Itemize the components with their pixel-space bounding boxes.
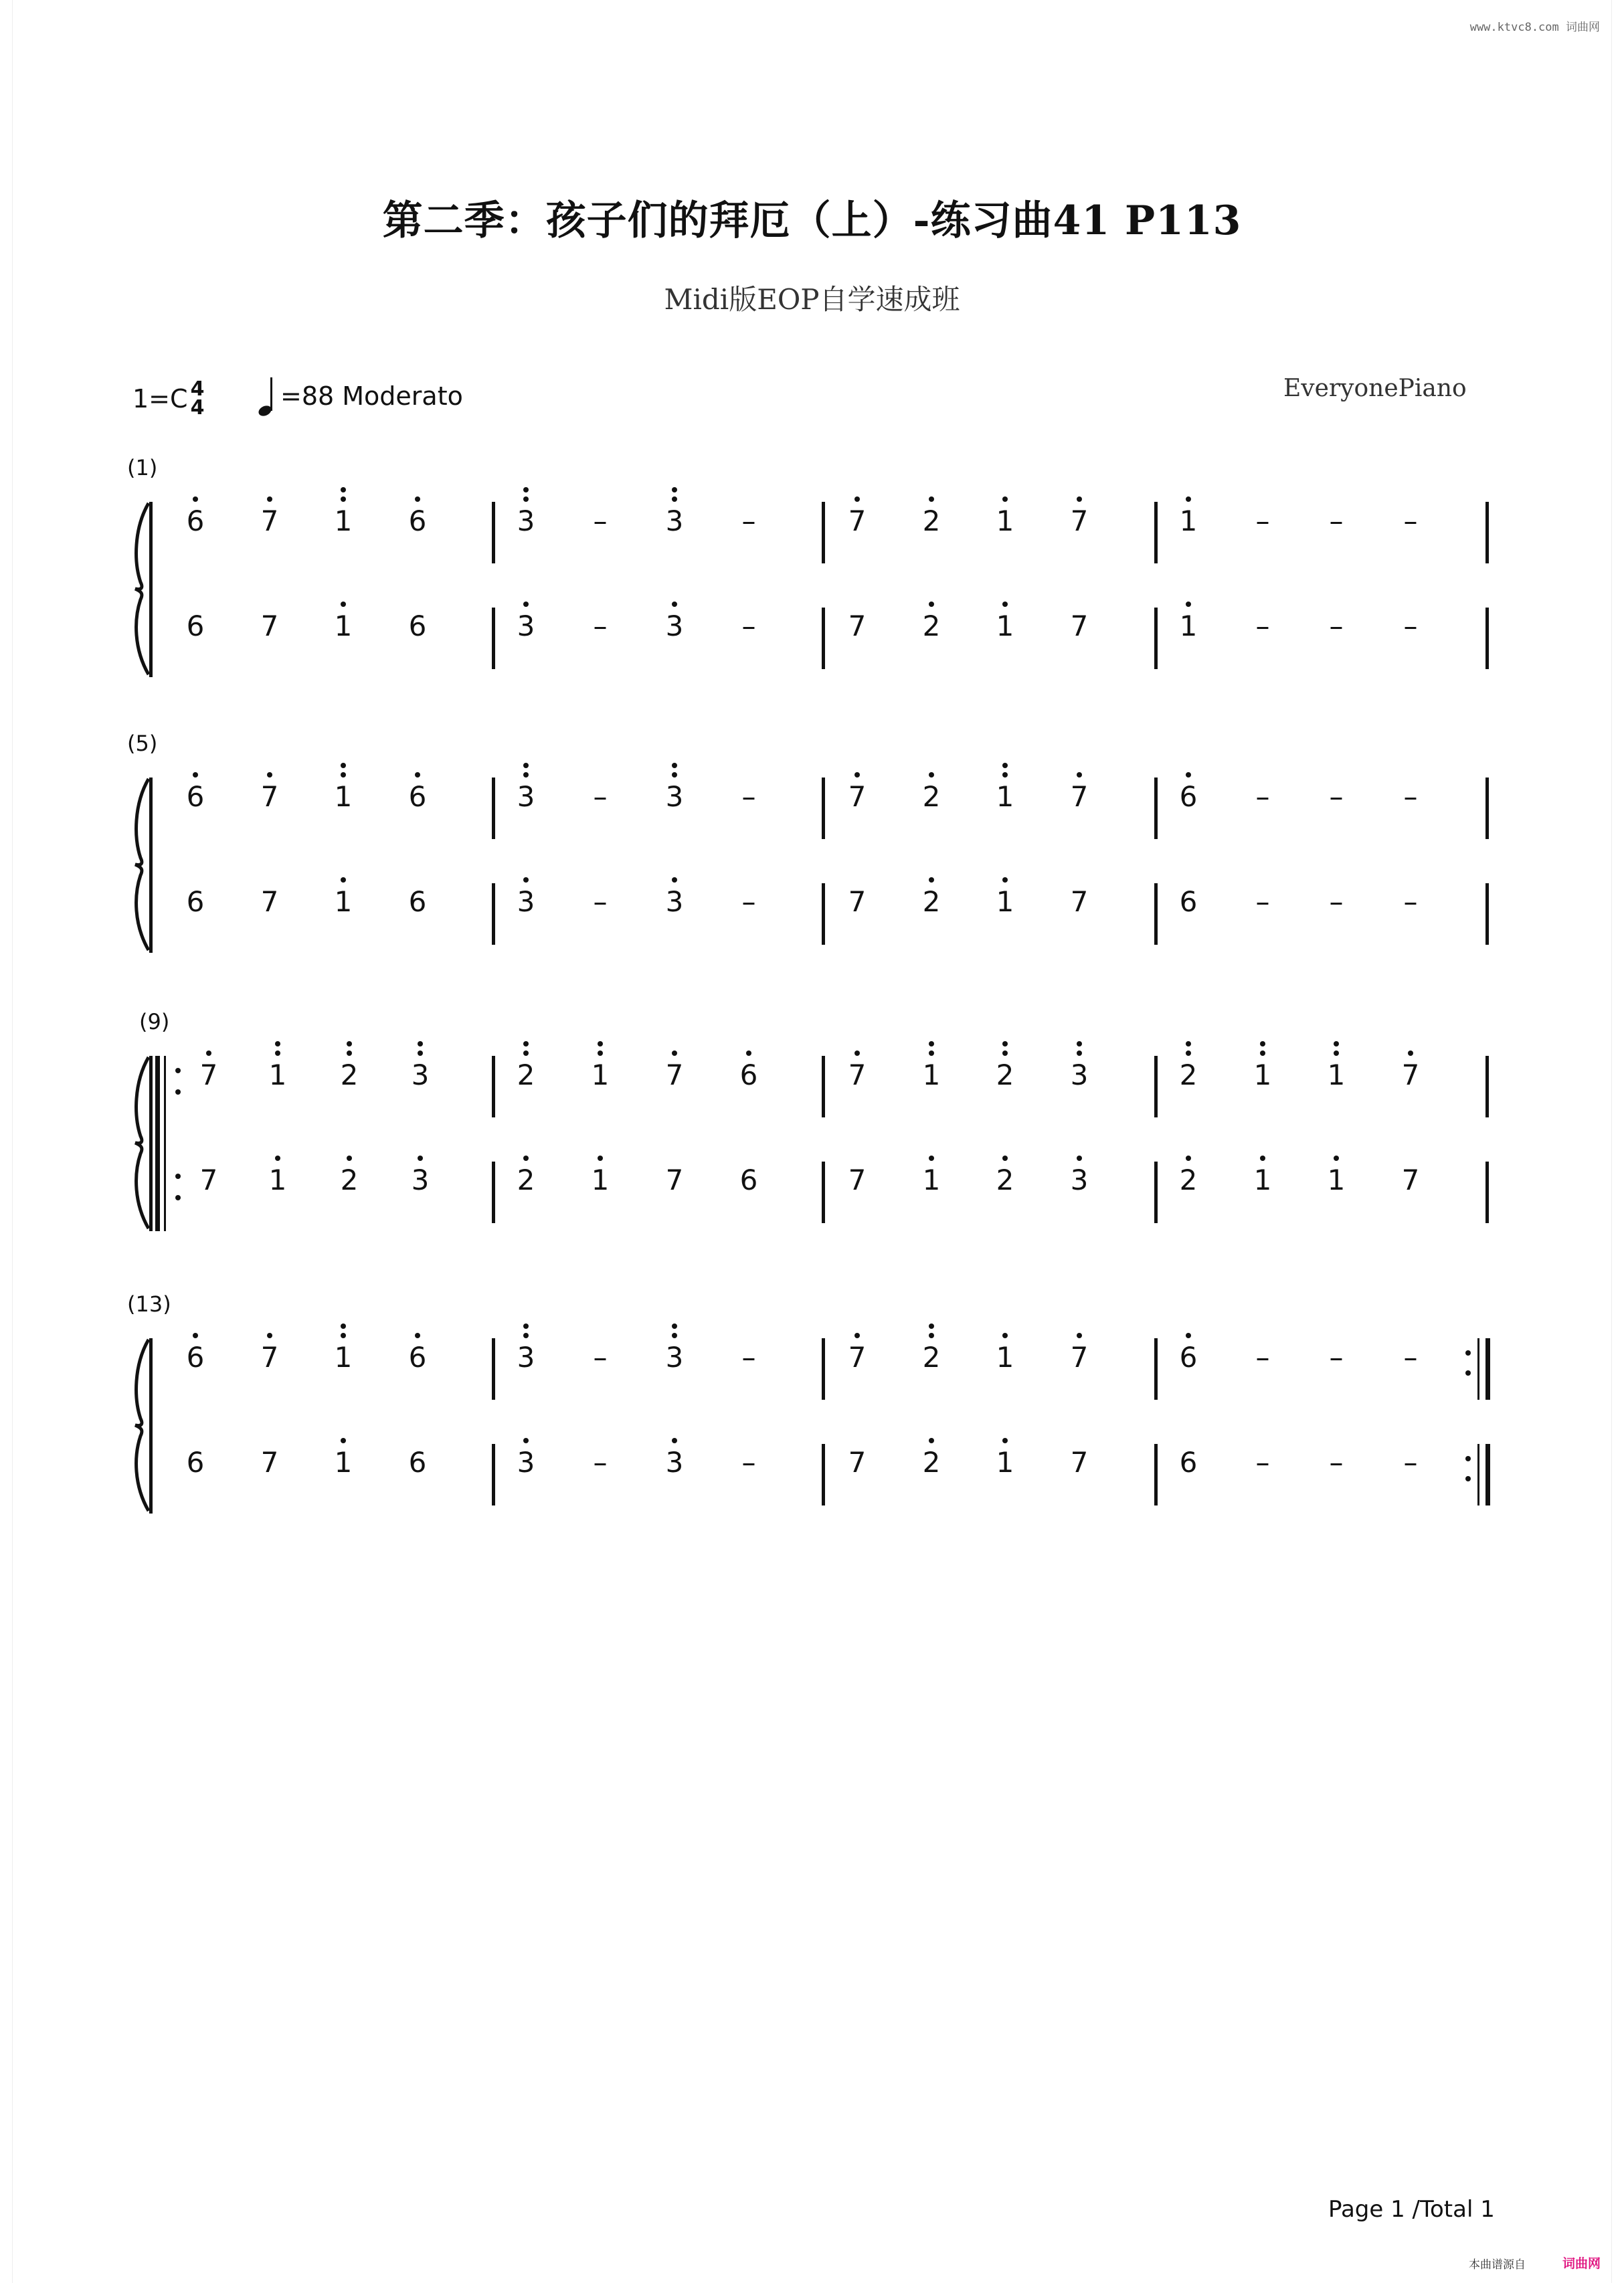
octave-dot (598, 1051, 603, 1056)
octave-dot (1077, 1156, 1082, 1161)
bar-line (492, 608, 495, 669)
upper-note: 3 (411, 1059, 430, 1091)
bar-line (492, 1056, 495, 1117)
lower-note: 2 (996, 1164, 1014, 1196)
upper-note: 1 (996, 505, 1014, 537)
sustain-dash: – (1255, 885, 1270, 918)
bar-line (1485, 1056, 1489, 1117)
upper-note: 2 (922, 505, 941, 537)
octave-dot (523, 1333, 529, 1338)
sustain-dash: – (1403, 610, 1418, 642)
octave-dot (1334, 1156, 1339, 1161)
octave-dot (929, 772, 934, 778)
octave-dot (347, 1051, 352, 1056)
lower-note: 3 (665, 885, 684, 918)
upper-note: 7 (1401, 1059, 1420, 1091)
octave-dot (672, 496, 677, 502)
octave-dot (598, 1041, 603, 1046)
upper-note: 1 (996, 1341, 1014, 1374)
octave-dot (929, 602, 934, 607)
octave-dot (1408, 1051, 1413, 1056)
upper-note: 1 (591, 1059, 610, 1091)
sustain-dash: – (1329, 1446, 1344, 1479)
repeat-end-thick (1485, 1444, 1490, 1505)
upper-note: 3 (665, 780, 684, 813)
lower-note: 6 (408, 610, 427, 642)
upper-note: 7 (1070, 780, 1089, 813)
bar-line (1485, 502, 1489, 563)
upper-note: 1 (1253, 1059, 1272, 1091)
repeat-dot (1465, 1370, 1471, 1376)
lower-note: 6 (186, 885, 205, 918)
lower-note: 7 (1070, 1446, 1089, 1479)
octave-dot (1002, 1333, 1008, 1338)
octave-dot (929, 1323, 934, 1329)
bar-line (1154, 1338, 1158, 1400)
time-signature (190, 377, 205, 420)
octave-dot (1186, 602, 1191, 607)
octave-dot (206, 1051, 211, 1056)
bar-line (822, 608, 825, 669)
octave-dot (854, 1333, 860, 1338)
octave-dot (193, 1333, 198, 1338)
repeat-end-thin (1477, 1444, 1479, 1505)
bar-line (492, 1338, 495, 1400)
bar-line (1154, 502, 1158, 563)
lower-note: 2 (340, 1164, 359, 1196)
bar-line (822, 1444, 825, 1505)
score-system (0, 1009, 1624, 1237)
upper-note: 6 (739, 1059, 758, 1091)
lower-note: 1 (996, 885, 1014, 918)
octave-dot (854, 772, 860, 778)
octave-dot (929, 1041, 934, 1046)
octave-dot (523, 1041, 529, 1046)
score-subtitle: Midi版EOP自学速成班 (664, 283, 960, 316)
octave-dot (267, 496, 272, 502)
bar-line (492, 1444, 495, 1505)
octave-dot (275, 1051, 280, 1056)
repeat-dot (1465, 1476, 1471, 1481)
score-system (0, 455, 1624, 682)
key-signature (132, 377, 205, 420)
composer: EveryonePiano (1283, 375, 1467, 402)
repeat-start-thin (164, 1056, 166, 1231)
octave-dot (1186, 1156, 1191, 1161)
upper-note: 7 (1070, 1341, 1089, 1374)
measure-number: (1) (127, 455, 158, 480)
sustain-dash: – (1329, 610, 1344, 642)
upper-note: 6 (186, 1341, 205, 1374)
bar-line (1485, 778, 1489, 839)
octave-dot (1002, 1156, 1008, 1161)
octave-dot (267, 772, 272, 778)
source-url: www.ktvc8.com 词曲网 (1469, 21, 1600, 34)
octave-dot (672, 877, 677, 883)
time-bottom: 4 (190, 396, 205, 420)
octave-dot (1002, 763, 1008, 768)
bar-line (492, 502, 495, 563)
lower-note: 7 (848, 1164, 867, 1196)
upper-note: 6 (408, 780, 427, 813)
sustain-dash: – (1255, 780, 1270, 813)
upper-note: 1 (1179, 505, 1198, 537)
octave-dot (415, 496, 420, 502)
octave-dot (1260, 1156, 1265, 1161)
upper-note: 7 (665, 1059, 684, 1091)
octave-dot (746, 1051, 751, 1056)
octave-dot (1002, 1051, 1008, 1056)
sustain-dash: – (741, 505, 756, 537)
upper-note: 6 (186, 780, 205, 813)
octave-dot (672, 772, 677, 778)
repeat-dot (1465, 1350, 1471, 1356)
key-label: 1=C (132, 384, 188, 414)
sustain-dash: – (741, 780, 756, 813)
octave-dot (1002, 496, 1008, 502)
octave-dot (523, 487, 529, 492)
site-logo: 词曲网 (1562, 2256, 1601, 2271)
octave-dot (672, 602, 677, 607)
sustain-dash: – (741, 610, 756, 642)
lower-note: 1 (334, 610, 353, 642)
bar-line (1154, 778, 1158, 839)
lower-note: 3 (665, 610, 684, 642)
lower-note: 7 (199, 1164, 218, 1196)
lower-note: 7 (1070, 610, 1089, 642)
sustain-dash: – (593, 1446, 608, 1479)
octave-dot (1002, 877, 1008, 883)
octave-dot (1186, 772, 1191, 778)
bar-line (1485, 1162, 1489, 1223)
upper-note: 3 (665, 505, 684, 537)
upper-note: 1 (1327, 1059, 1346, 1091)
sustain-dash: – (741, 1341, 756, 1374)
upper-note: 7 (260, 505, 279, 537)
upper-note: 6 (408, 505, 427, 537)
score-system (0, 1291, 1624, 1519)
octave-dot (1077, 772, 1082, 778)
octave-dot (1002, 1438, 1008, 1443)
lower-note: 6 (739, 1164, 758, 1196)
repeat-dot (175, 1068, 181, 1073)
octave-dot (1186, 1041, 1191, 1046)
upper-note: 1 (334, 780, 353, 813)
system-start-line (149, 778, 153, 953)
octave-dot (341, 877, 346, 883)
system-start-line (149, 502, 153, 677)
upper-note: 2 (1179, 1059, 1198, 1091)
octave-dot (418, 1156, 423, 1161)
sustain-dash: – (1255, 1341, 1270, 1374)
lower-note: 3 (665, 1446, 684, 1479)
upper-note: 7 (848, 780, 867, 813)
octave-dot (1186, 1333, 1191, 1338)
octave-dot (854, 496, 860, 502)
lower-note: 1 (922, 1164, 941, 1196)
octave-dot (929, 1051, 934, 1056)
sustain-dash: – (741, 1446, 756, 1479)
octave-dot (523, 496, 529, 502)
octave-dot (341, 1323, 346, 1329)
octave-dot (341, 1438, 346, 1443)
bar-line (492, 883, 495, 945)
measure-number: (9) (139, 1009, 170, 1034)
upper-note: 7 (260, 780, 279, 813)
octave-dot (672, 1323, 677, 1329)
repeat-dot (175, 1174, 181, 1179)
bar-line (822, 1056, 825, 1117)
quarter-note-icon (258, 375, 278, 418)
sustain-dash: – (1403, 1446, 1418, 1479)
sustain-dash: – (1403, 1341, 1418, 1374)
upper-note: 3 (517, 1341, 535, 1374)
octave-dot (1002, 772, 1008, 778)
lower-note: 7 (260, 610, 279, 642)
octave-dot (672, 763, 677, 768)
measure-number: (13) (127, 1291, 171, 1317)
sustain-dash: – (1255, 610, 1270, 642)
upper-note: 7 (848, 1341, 867, 1374)
upper-note: 7 (260, 1341, 279, 1374)
octave-dot (1077, 496, 1082, 502)
octave-dot (347, 1156, 352, 1161)
upper-note: 6 (1179, 1341, 1198, 1374)
lower-note: 6 (408, 885, 427, 918)
octave-dot (347, 1041, 352, 1046)
upper-note: 1 (268, 1059, 287, 1091)
lower-note: 6 (186, 610, 205, 642)
sustain-dash: – (593, 610, 608, 642)
bar-line (822, 1162, 825, 1223)
bar-line (1154, 608, 1158, 669)
upper-note: 7 (1070, 505, 1089, 537)
octave-dot (341, 602, 346, 607)
octave-dot (275, 1041, 280, 1046)
lower-note: 6 (408, 1446, 427, 1479)
sustain-dash: – (1329, 885, 1344, 918)
lower-note: 6 (186, 1446, 205, 1479)
octave-dot (929, 877, 934, 883)
octave-dot (523, 1051, 529, 1056)
octave-dot (341, 763, 346, 768)
octave-dot (1002, 1041, 1008, 1046)
octave-dot (929, 1156, 934, 1161)
sustain-dash: – (1403, 780, 1418, 813)
octave-dot (1077, 1333, 1082, 1338)
octave-dot (672, 1333, 677, 1338)
upper-note: 7 (848, 505, 867, 537)
bar-line (1154, 883, 1158, 945)
octave-dot (341, 772, 346, 778)
octave-dot (1186, 496, 1191, 502)
repeat-dot (175, 1195, 181, 1200)
system-start-line (149, 1056, 153, 1231)
score-title: 第二季：孩子们的拜厄（上）-练习曲41 P113 (382, 197, 1242, 244)
lower-note: 2 (922, 1446, 941, 1479)
octave-dot (1186, 1051, 1191, 1056)
upper-note: 2 (922, 780, 941, 813)
upper-note: 2 (922, 1341, 941, 1374)
octave-dot (1077, 1041, 1082, 1046)
time-top: 4 (190, 377, 205, 401)
sustain-dash: – (741, 885, 756, 918)
repeat-dot (1465, 1456, 1471, 1461)
octave-dot (523, 602, 529, 607)
upper-note: 2 (996, 1059, 1014, 1091)
measure-number: (5) (127, 731, 158, 756)
octave-dot (418, 1051, 423, 1056)
lower-note: 1 (1327, 1164, 1346, 1196)
octave-dot (341, 487, 346, 492)
lower-note: 1 (591, 1164, 610, 1196)
sustain-dash: – (593, 1341, 608, 1374)
upper-note: 1 (922, 1059, 941, 1091)
octave-dot (341, 1333, 346, 1338)
upper-note: 3 (517, 505, 535, 537)
lower-note: 3 (517, 885, 535, 918)
upper-note: 7 (848, 1059, 867, 1091)
upper-note: 6 (186, 505, 205, 537)
repeat-start-thick (155, 1056, 160, 1231)
lower-note: 2 (517, 1164, 535, 1196)
octave-dot (1002, 602, 1008, 607)
octave-dot (523, 1323, 529, 1329)
octave-dot (929, 1333, 934, 1338)
upper-note: 1 (334, 1341, 353, 1374)
sustain-dash: – (593, 780, 608, 813)
lower-note: 3 (517, 1446, 535, 1479)
octave-dot (193, 496, 198, 502)
repeat-end-thick (1485, 1338, 1490, 1400)
octave-dot (1077, 1051, 1082, 1056)
sustain-dash: – (593, 505, 608, 537)
octave-dot (523, 1438, 529, 1443)
lower-note: 3 (1070, 1164, 1089, 1196)
sustain-dash: – (1329, 780, 1344, 813)
octave-dot (523, 1156, 529, 1161)
lower-note: 7 (848, 610, 867, 642)
octave-dot (341, 496, 346, 502)
octave-dot (598, 1156, 603, 1161)
lower-note: 2 (922, 885, 941, 918)
lower-note: 2 (922, 610, 941, 642)
bar-line (1485, 608, 1489, 669)
octave-dot (267, 1333, 272, 1338)
octave-dot (1260, 1041, 1265, 1046)
lower-note: 3 (411, 1164, 430, 1196)
source-note: 本曲谱源自 (1469, 2258, 1526, 2272)
octave-dot (1260, 1051, 1265, 1056)
bar-line (1154, 1162, 1158, 1223)
sustain-dash: – (1403, 885, 1418, 918)
tempo-marking (258, 375, 463, 418)
bar-line (822, 1338, 825, 1400)
upper-note: 7 (199, 1059, 218, 1091)
octave-dot (193, 772, 198, 778)
upper-note: 3 (1070, 1059, 1089, 1091)
upper-note: 3 (665, 1341, 684, 1374)
lower-note: 7 (260, 1446, 279, 1479)
lower-note: 1 (334, 885, 353, 918)
octave-dot (415, 1333, 420, 1338)
sustain-dash: – (1329, 505, 1344, 537)
octave-dot (672, 1051, 677, 1056)
lower-note: 7 (1070, 885, 1089, 918)
sustain-dash: – (1329, 1341, 1344, 1374)
lower-note: 6 (1179, 885, 1198, 918)
octave-dot (929, 496, 934, 502)
octave-dot (523, 772, 529, 778)
lower-note: 1 (268, 1164, 287, 1196)
upper-note: 1 (334, 505, 353, 537)
page-number: Page 1 /Total 1 (1328, 2196, 1495, 2223)
upper-note: 2 (340, 1059, 359, 1091)
octave-dot (415, 772, 420, 778)
upper-note: 1 (996, 780, 1014, 813)
system-start-line (149, 1338, 153, 1514)
bar-line (492, 778, 495, 839)
sustain-dash: – (593, 885, 608, 918)
bar-line (1154, 1444, 1158, 1505)
upper-note: 2 (517, 1059, 535, 1091)
lower-note: 1 (996, 1446, 1014, 1479)
octave-dot (418, 1041, 423, 1046)
lower-note: 3 (517, 610, 535, 642)
octave-dot (672, 487, 677, 492)
octave-dot (275, 1156, 280, 1161)
bar-line (822, 778, 825, 839)
lower-note: 7 (848, 885, 867, 918)
lower-note: 7 (848, 1446, 867, 1479)
bar-line (1154, 1056, 1158, 1117)
lower-note: 1 (996, 610, 1014, 642)
octave-dot (672, 1438, 677, 1443)
lower-note: 1 (1253, 1164, 1272, 1196)
bar-line (822, 883, 825, 945)
octave-dot (854, 1051, 860, 1056)
repeat-end-thin (1477, 1338, 1479, 1400)
octave-dot (523, 763, 529, 768)
score-system (0, 731, 1624, 958)
sustain-dash: – (1255, 1446, 1270, 1479)
lower-note: 7 (260, 885, 279, 918)
upper-note: 6 (408, 1341, 427, 1374)
octave-dot (523, 877, 529, 883)
lower-note: 6 (1179, 1446, 1198, 1479)
upper-note: 3 (517, 780, 535, 813)
lower-note: 7 (665, 1164, 684, 1196)
lower-note: 2 (1179, 1164, 1198, 1196)
upper-note: 6 (1179, 780, 1198, 813)
tempo-text: =88 Moderato (280, 381, 463, 411)
bar-line (1485, 883, 1489, 945)
bar-line (492, 1162, 495, 1223)
lower-note: 1 (1179, 610, 1198, 642)
repeat-dot (175, 1089, 181, 1095)
octave-dot (1334, 1041, 1339, 1046)
lower-note: 7 (1401, 1164, 1420, 1196)
bar-line (822, 502, 825, 563)
sustain-dash: – (1255, 505, 1270, 537)
octave-dot (1334, 1051, 1339, 1056)
lower-note: 1 (334, 1446, 353, 1479)
sustain-dash: – (1403, 505, 1418, 537)
octave-dot (929, 1438, 934, 1443)
